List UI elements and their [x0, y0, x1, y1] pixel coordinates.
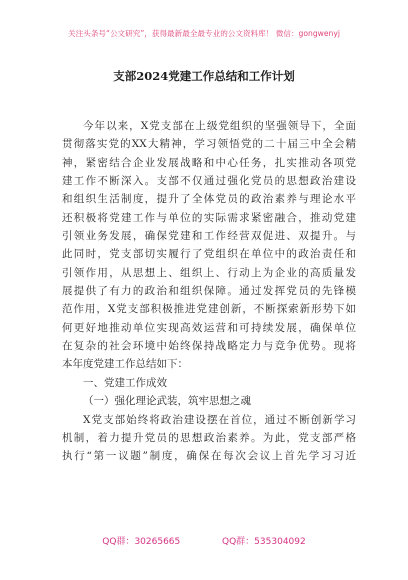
text-line: 本年度党建工作总结如下：: [62, 358, 188, 371]
document-body: [62, 117, 356, 466]
text-line: 机制，着力提升党员的思想政治素养。为此，党支部严格: [62, 431, 356, 444]
qq-group-2: QQ群：535304092: [222, 537, 306, 547]
text-line: 何更好地推动单位实现高效运营和可持续发展，确保单位: [62, 321, 356, 334]
text-line: 展提供了有力的政治和组织保障。通过发挥党员的先锋模: [62, 285, 356, 298]
text-line: 此同时，党支部切实履行了党组织在单位中的政治责任和: [62, 248, 356, 261]
subsection-heading-1: （一）强化理论武装，筑牢思想之魂: [83, 395, 251, 408]
text-line: 贯彻落实党的XX大精神，学习领悟党的二十届三中全会精: [62, 138, 356, 151]
text-line: 执行“第一议题”制度，确保在每次会议上首先学习习近: [62, 450, 356, 463]
footer-contacts: [0, 534, 408, 547]
text-line: 范作用，X党支部积极推进党建创新，不断探索新形势下如: [62, 303, 356, 316]
text-line: 引领业务发展，确保党建和工作经营双促进、双提升。与: [62, 230, 356, 243]
paragraph-2: [62, 411, 356, 466]
text-line: 今年以来，X党支部在上级党组织的坚强领导下，全面: [83, 120, 356, 132]
text-line: 在复杂的社会环境中始终保持战略定力与竞争优势。现将: [62, 340, 356, 353]
document-title: 支部2024党建工作总结和工作计划: [113, 69, 295, 83]
section-heading-1: 一、党建工作成效: [83, 376, 167, 389]
promo-header: 关注头条号“公文研究”，获得最新最全最专业的公文资料库！ 微信：gongwenyj: [68, 29, 340, 38]
qq-group-1: QQ群：30265665: [102, 537, 181, 547]
text-line: 引领作用，从思想上、组织上、行动上为企业的高质量发: [62, 266, 356, 279]
text-line: 还积极将党建工作与单位的实际需求紧密融合，推动党建: [62, 211, 356, 224]
text-line: 神，紧密结合企业发展战略和中心任务，扎实推动各项党: [62, 156, 356, 169]
text-line: 和组织生活制度，提升了全体党员的政治素养与理论水平: [62, 193, 356, 206]
text-line: X党支部始终将政治建设摆在首位，通过不断创新学习: [83, 413, 356, 426]
text-line: 建工作不断深入。支部不仅通过强化党员的思想政治建设: [62, 175, 356, 188]
paragraph-1: [62, 117, 356, 374]
